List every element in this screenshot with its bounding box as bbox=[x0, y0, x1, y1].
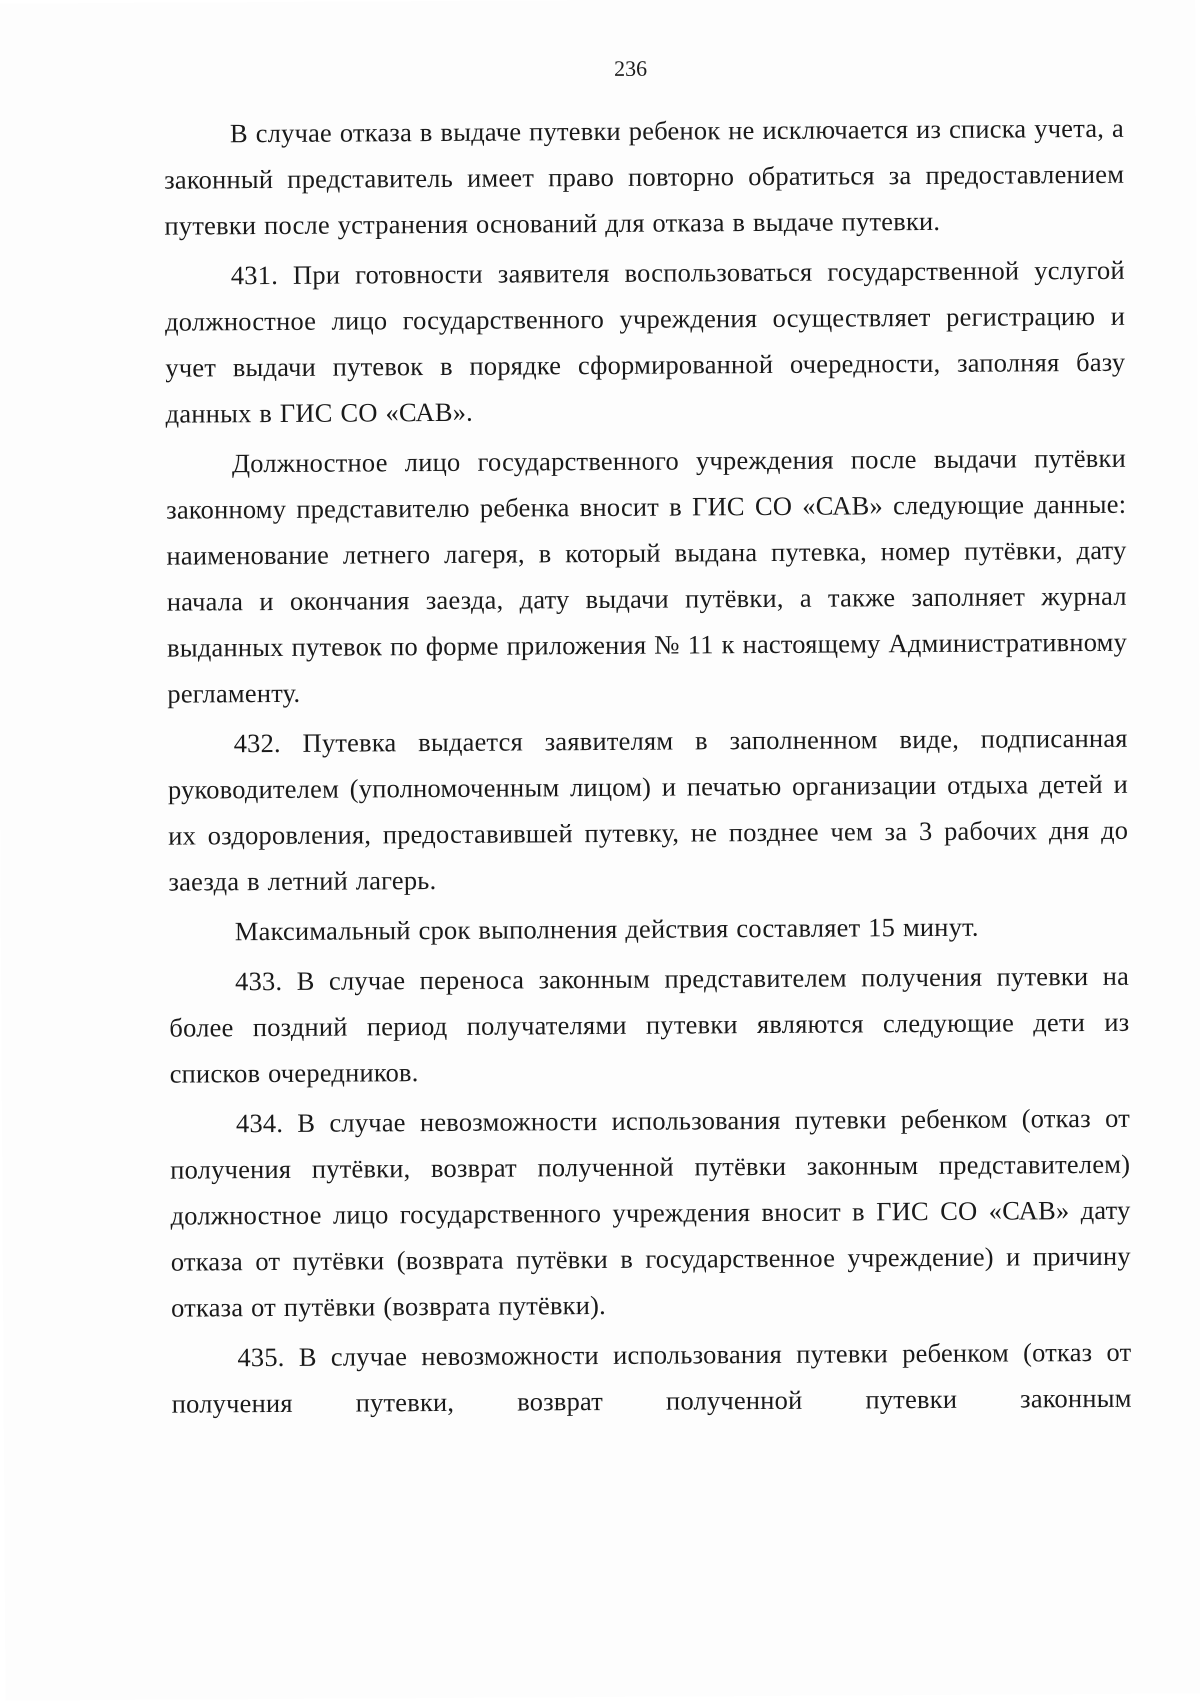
paragraph-refusal-note: В случае отказа в выдаче путевки ребенок не исключается из списка учета, а законный представитель имеет право повторно обратиться за предоставлением путевки после устранения оснований для отказа в выдаче путевки. bbox=[164, 112, 1125, 241]
paragraph-max-time: Максимальный срок выполнения действия составляет 15 минут. bbox=[234, 911, 979, 947]
page-number: 236 bbox=[613, 55, 648, 81]
paragraph-434: 434. В случае невозможности использования путевки ребенком (отказ от получения путёвки, возврат полученной путёвки законным представителем) должностное лицо государственного учреждения вносит в ГИС СО «САВ» дату отказа от путёвки (возврата путёвки в государственное учреждение) и причину отказа от путёвки (возврата путёвки). bbox=[170, 1102, 1131, 1323]
paragraph-433: 433. В случае переноса законным представителем получения путевки на более поздний период получателями путевки являются следующие дети из списков очередников. bbox=[169, 960, 1130, 1089]
paragraph-432: 432. Путевка выдается заявителям в заполненном виде, подписанная руководителем (уполномоченным лицом) и печатью организации отдыха детей и их оздоровления, предоставившей путевку, не позднее чем за 3 рабочих дня до заезда в летний лагерь. bbox=[167, 722, 1129, 897]
document-body bbox=[164, 105, 1132, 1431]
paragraph-435: 435. В случае невозможности использования путевки ребенком (отказ от получения путевки, возврат полученной путевки законным bbox=[171, 1336, 1132, 1419]
paragraph-431: 431. При готовности заявителя воспользоваться государственной услугой должностное лицо государственного учреждения осуществляет регистрацию и учет выдачи путевок в порядке сформированной очередности, заполняя базу данных в ГИС СО «САВ». bbox=[164, 254, 1126, 429]
paragraph-official-data-entry: Должностное лицо государственного учреждения после выдачи путёвки законному представителю ребенка вносит в ГИС СО «САВ» следующие данные: наименование летнего лагеря, в который выдана путевка, номер путёвки, дату начала и окончания заезда, дату выдачи путёвки, а также заполняет журнал выданных путевок по форме приложения № 11 к настоящему Административному регламенту. bbox=[166, 442, 1128, 709]
